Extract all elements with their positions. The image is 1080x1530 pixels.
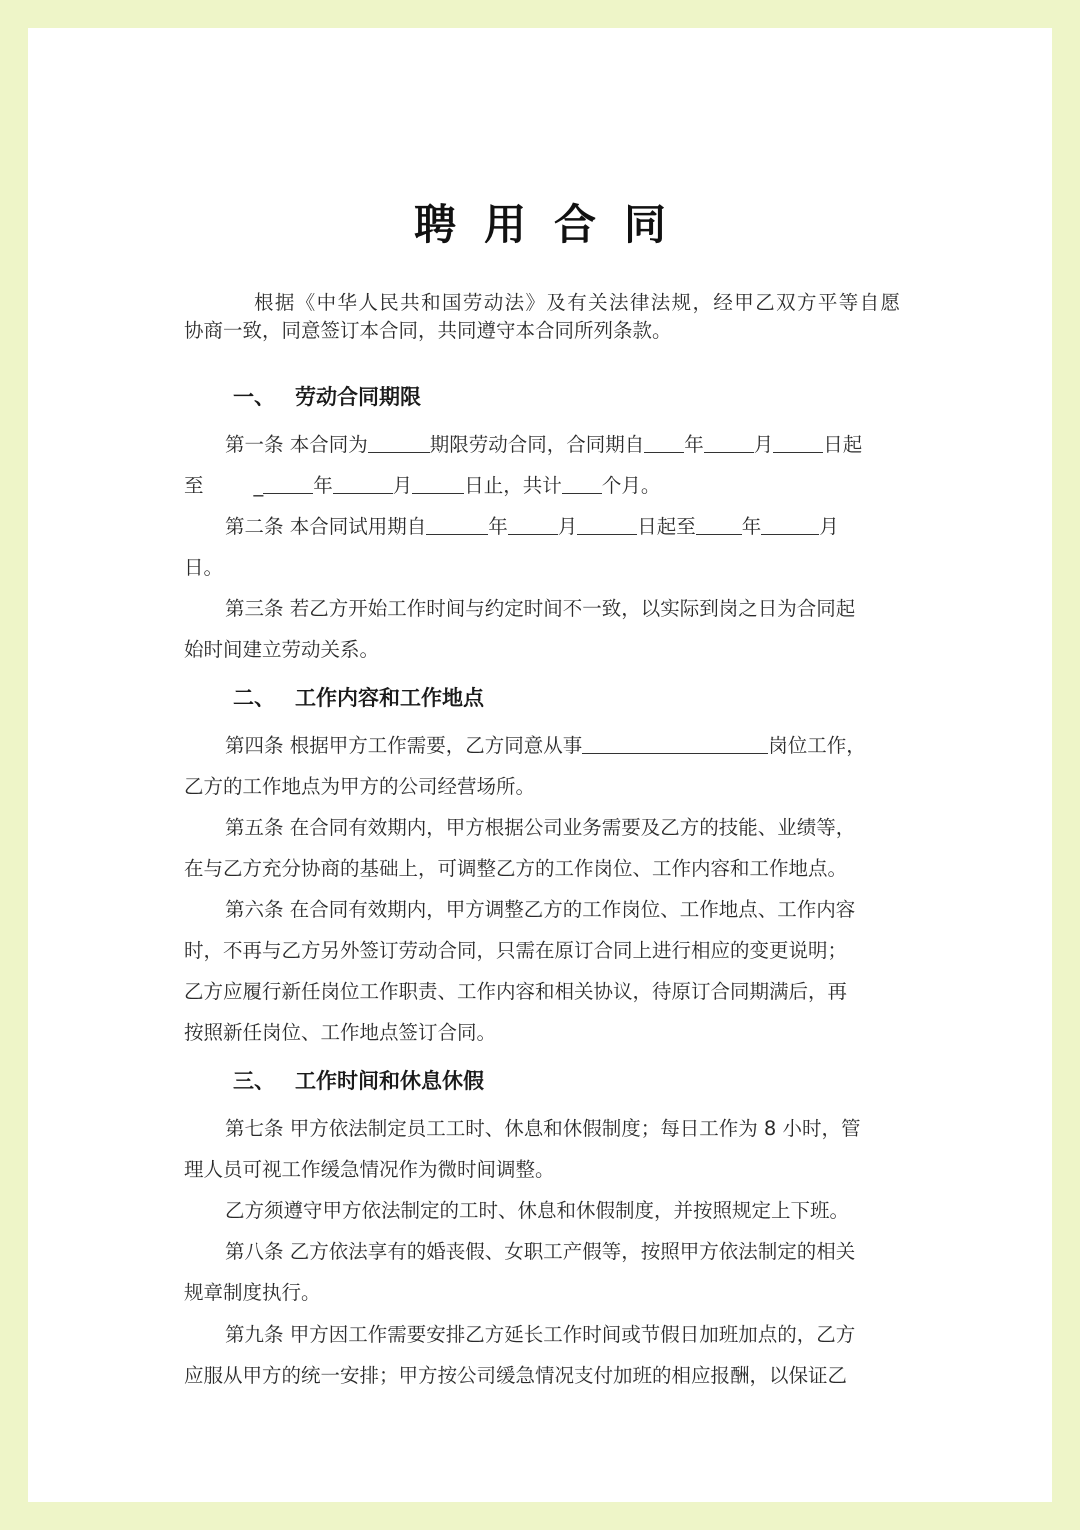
contract-page [28, 28, 1052, 1502]
article-8-line-1: 第八条 乙方依法享有的婚丧假、女职工产假等，按照甲方依法制定的相关 [225, 1240, 856, 1263]
blank-field[interactable] [368, 430, 430, 453]
section-title: 劳动合同期限 [295, 385, 421, 409]
article-6-line-2: 时，不再与乙方另外签订劳动合同，只需在原订合同上进行相应的变更说明； [184, 939, 848, 962]
text-segment: 第二条 本合同试用期自 [225, 515, 427, 538]
document-title: 聘用合同 [413, 200, 694, 249]
blank-field[interactable] [204, 472, 254, 494]
blank-field[interactable] [263, 471, 313, 494]
article-4-line-1 [225, 731, 900, 761]
article-2-line-1 [225, 512, 900, 542]
blank-field[interactable] [644, 430, 684, 453]
article-5-line-1: 第五条 在合同有效期内，甲方根据公司业务需要及乙方的技能、业绩等， [225, 816, 856, 839]
section-heading-3 [233, 1066, 484, 1096]
blank-field[interactable] [412, 471, 464, 494]
blank-field[interactable] [562, 471, 602, 494]
blank-field[interactable] [508, 512, 558, 535]
intro-line-2: 协商一致，同意签订本合同，共同遵守本合同所列条款。 [184, 319, 672, 342]
text-segment: 岗位工作， [768, 734, 866, 757]
text-segment: 月 [819, 515, 839, 538]
text-segment: 第四条 根据甲方工作需要，乙方同意从事 [225, 734, 583, 757]
text-segment: 期限劳动合同，合同期自 [429, 433, 645, 456]
section-heading-2 [233, 683, 484, 713]
blank-field[interactable] [696, 512, 742, 535]
blank-field[interactable] [773, 430, 823, 453]
section-number: 三、 [233, 1069, 275, 1093]
text-segment: 年 [741, 515, 762, 538]
blank-field[interactable] [426, 512, 488, 535]
article-7-line-2: 理人员可视工作缓急情况作为微时间调整。 [184, 1158, 555, 1181]
blank-field[interactable] [761, 512, 819, 535]
article-6-line-4: 按照新任岗位、工作地点签订合同。 [184, 1021, 497, 1044]
article-8-line-2: 规章制度执行。 [184, 1281, 321, 1304]
blank-field[interactable] [704, 430, 754, 453]
text-segment: 第一条 本合同为 [225, 433, 368, 456]
article-4-line-2: 乙方的工作地点为甲方的公司经营场所。 [184, 775, 536, 798]
article-7-note: 乙方须遵守甲方依法制定的工时、休息和休假制度，并按照规定上下班。 [225, 1199, 850, 1222]
blank-field[interactable] [333, 471, 393, 494]
article-9-line-2: 应服从甲方的统一安排；甲方按公司缓急情况支付加班的相应报酬，以保证乙 [184, 1364, 848, 1387]
intro-line-1: 根据《中华人民共和国劳动法》及有关法律法规，经甲乙双方平等自愿 [254, 291, 900, 314]
blank-field[interactable] [577, 512, 637, 535]
article-6-line-1: 第六条 在合同有效期内，甲方调整乙方的工作岗位、工作地点、工作内容 [225, 898, 856, 921]
section-number: 一、 [233, 385, 275, 409]
article-1-line-2 [184, 471, 900, 501]
article-9-line-1: 第九条 甲方因工作需要安排乙方延长工作时间或节假日加班加点的，乙方 [225, 1323, 856, 1346]
section-title: 工作时间和休息休假 [295, 1069, 484, 1093]
text-segment: _ [253, 474, 264, 497]
article-1-line-1 [225, 430, 900, 460]
text-segment: 年 [488, 515, 508, 538]
text-segment: 日止，共计 [464, 474, 562, 497]
text-segment: 日起至 [637, 515, 696, 538]
text-segment: 年 [313, 474, 333, 497]
text-segment: 个月。 [601, 474, 661, 497]
text-segment: 年 [684, 433, 704, 456]
position-blank-field[interactable] [582, 731, 768, 754]
article-5-line-2: 在与乙方充分协商的基础上，可调整乙方的工作岗位、工作内容和工作地点。 [184, 857, 848, 880]
section-title: 工作内容和工作地点 [295, 686, 484, 710]
text-segment: 至 [184, 474, 204, 497]
text-segment: 月 [392, 474, 413, 497]
article-2-line-2: 日。 [184, 556, 224, 579]
article-3-line-2: 始时间建立劳动关系。 [184, 638, 380, 661]
text-segment: 月 [557, 515, 578, 538]
text-segment: 月 [753, 433, 774, 456]
section-heading-1 [233, 382, 421, 412]
article-6-line-3: 乙方应履行新任岗位工作职责、工作内容和相关协议，待原订合同期满后，再 [184, 980, 848, 1003]
article-7-line-1: 第七条 甲方依法制定员工工时、休息和休假制度；每日工作为 8 小时，管 [225, 1117, 861, 1140]
text-segment: 日起 [823, 433, 863, 456]
section-number: 二、 [233, 686, 275, 710]
article-3-line-1: 第三条 若乙方开始工作时间与约定时间不一致，以实际到岗之日为合同起 [225, 597, 856, 620]
